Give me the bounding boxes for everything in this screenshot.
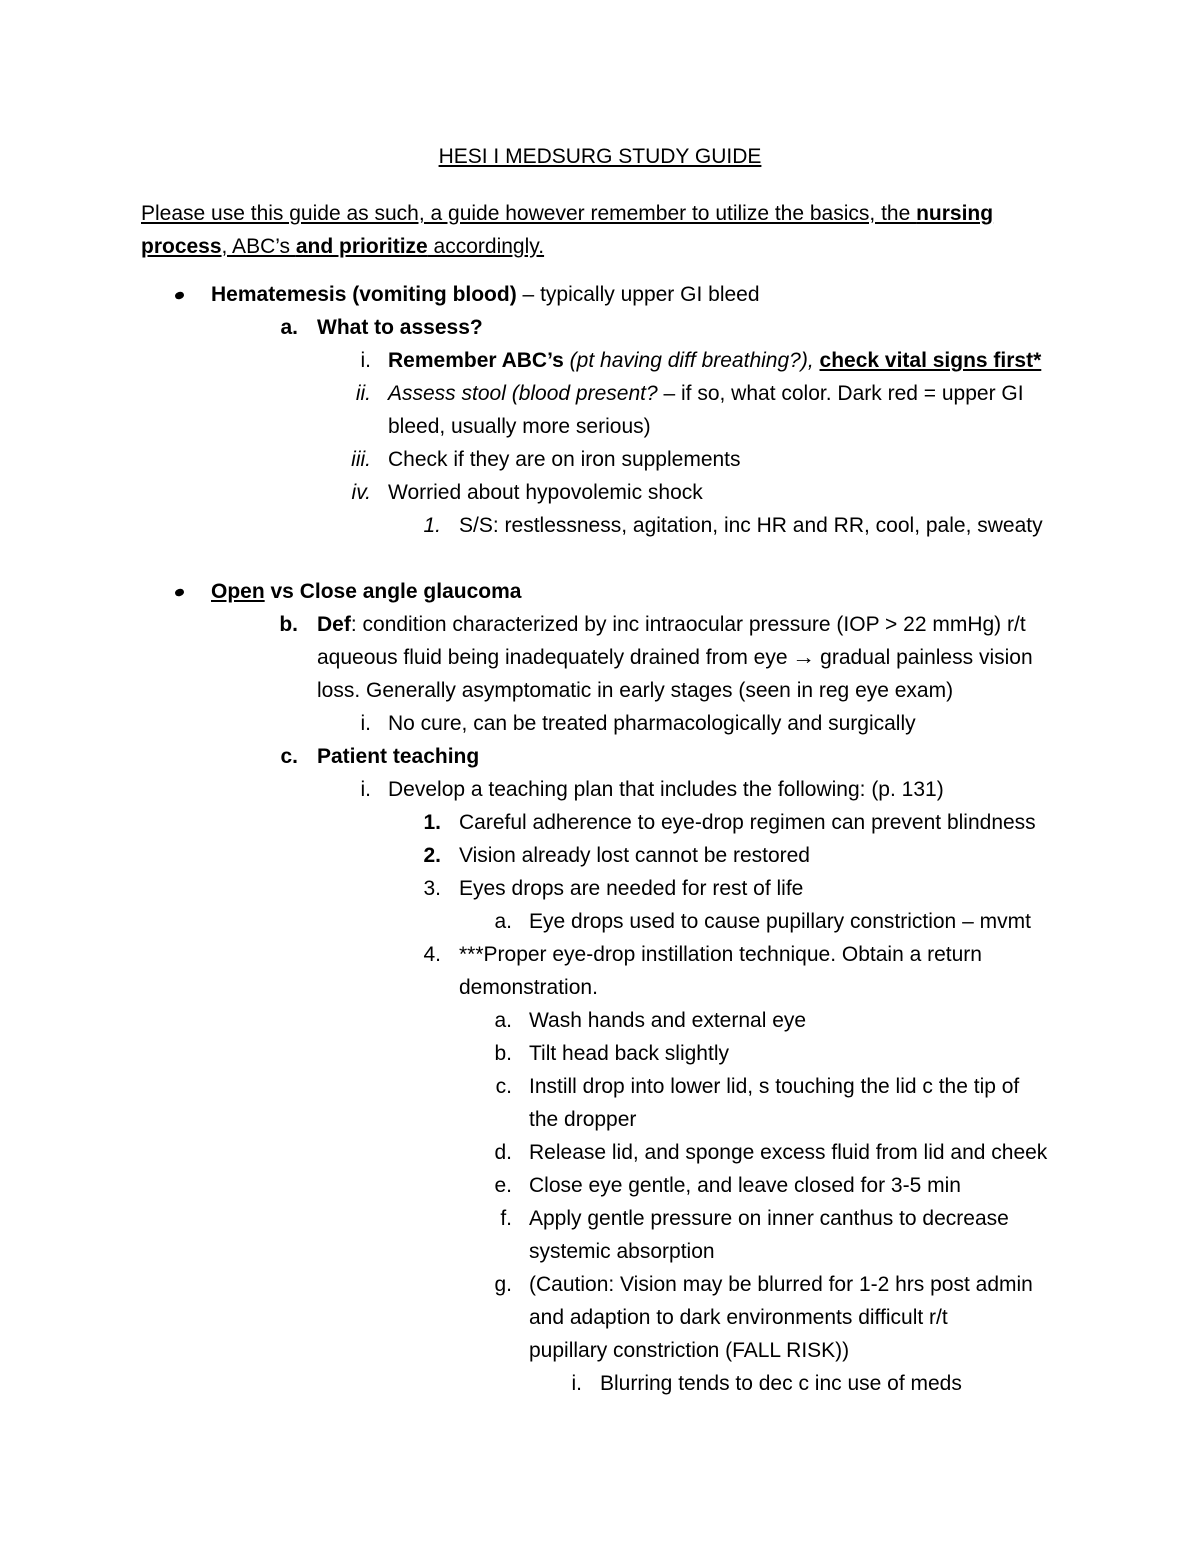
hematemesis-title: Hematemesis (vomiting blood) — [211, 283, 517, 306]
bullet-icon — [174, 588, 185, 598]
list-item-text: – if so, what color. Dark red = upper GI — [657, 382, 1024, 405]
hematemesis-subtitle: – typically upper GI bleed — [516, 283, 760, 306]
list-marker: f. — [500, 1207, 512, 1230]
list-item-text: loss. Generally asymptomatic in early stages (seen in reg eye exam) — [317, 679, 954, 702]
list-item-text: Blurring tends to dec c inc use of meds — [600, 1372, 962, 1395]
list-marker: i. — [360, 712, 371, 735]
list-marker: i. — [571, 1372, 582, 1395]
list-item-text: aqueous fluid being inadequately drained from eye — [317, 646, 794, 669]
list-item-text: bleed, usually more serious) — [388, 415, 651, 438]
list-item-text: Develop a teaching plan that includes the following: (p. 131) — [388, 778, 944, 801]
list-marker: iii. — [351, 448, 371, 471]
list-marker: e. — [494, 1174, 512, 1197]
intro-text-1: Please use this guide as such, a guide however remember to utilize the basics, the — [141, 202, 917, 225]
list-marker: 3. — [423, 877, 441, 900]
list-marker: g. — [494, 1273, 512, 1296]
list-marker: b. — [279, 613, 298, 636]
list-item-text: pupillary constriction (FALL RISK)) — [529, 1339, 850, 1362]
list-item-bold: Remember ABC’s — [388, 349, 564, 372]
list-item-text: Eyes drops are needed for rest of life — [459, 877, 804, 900]
list-marker: a. — [494, 910, 512, 933]
glaucoma-title-rest: vs Close angle glaucoma — [264, 580, 522, 603]
list-item-text: S/S: restlessness, agitation, inc HR and RR, cool, pale, sweaty — [459, 514, 1043, 537]
list-marker: iv. — [351, 481, 371, 504]
list-item-text: Release lid, and sponge excess fluid from lid and cheek — [529, 1141, 1048, 1164]
list-item-text: systemic absorption — [529, 1240, 715, 1263]
page-title: HESI I MEDSURG STUDY GUIDE — [438, 145, 762, 168]
list-item-text: demonstration. — [459, 976, 598, 999]
list-marker: 1. — [423, 811, 441, 834]
list-item-text: the dropper — [529, 1108, 637, 1131]
intro-text-2: , ABC’s — [221, 235, 296, 258]
list-marker: i. — [360, 349, 371, 372]
list-item-text: Worried about hypovolemic shock — [388, 481, 703, 504]
glaucoma-title-open: Open — [211, 580, 265, 603]
intro-bold-prioritize: and prioritize — [295, 235, 428, 258]
list-item-text: Apply gentle pressure on inner canthus to decrease — [529, 1207, 1009, 1230]
list-marker: 4. — [423, 943, 441, 966]
list-marker: 2. — [423, 844, 441, 867]
list-item-text: Tilt head back slightly — [529, 1042, 729, 1065]
intro-text-3: accordingly. — [427, 235, 545, 258]
list-item-text: No cure, can be treated pharmacologically and surgically — [388, 712, 916, 735]
list-marker: i. — [360, 778, 371, 801]
list-marker: a. — [280, 316, 298, 339]
list-item-text: (Caution: Vision may be blurred for 1-2 hrs post admin — [529, 1273, 1033, 1296]
list-item-text: Eye drops used to cause pupillary constriction – mvmt — [529, 910, 1031, 933]
list-item-underline: check vital signs first* — [819, 349, 1042, 372]
list-marker: ii. — [355, 382, 371, 405]
list-marker: c. — [495, 1075, 512, 1098]
list-item-text: Close eye gentle, and leave closed for 3-5 min — [529, 1174, 961, 1197]
list-item-text: Careful adherence to eye-drop regimen can prevent blindness — [459, 811, 1036, 834]
list-item-text: ***Proper eye-drop instillation technique. Obtain a return — [459, 943, 982, 966]
list-item-italic: Assess stool (blood present? — [388, 382, 658, 405]
list-item-text: Check if they are on iron supplements — [388, 448, 741, 471]
list-item-text: Vision already lost cannot be restored — [459, 844, 810, 867]
list-marker: c. — [280, 745, 298, 768]
right-arrow-icon: → — [792, 646, 816, 669]
list-item-text: : condition characterized by inc intraocular pressure (IOP > 22 mmHg) r/t — [350, 613, 1026, 636]
list-item-bold: Def — [317, 613, 351, 636]
list-item-text: and adaption to dark environments difficult r/t — [529, 1306, 948, 1329]
list-item-text: Wash hands and external eye — [529, 1009, 807, 1032]
intro-paragraph — [141, 197, 1021, 263]
intro-bold-nursing-process: nursing process — [141, 202, 994, 258]
list-marker: d. — [494, 1141, 512, 1164]
list-item-text: What to assess? — [317, 316, 483, 339]
list-item-text: Instill drop into lower lid, s touching the lid c the tip of — [529, 1075, 1020, 1098]
list-marker: 1. — [423, 514, 441, 537]
list-item-italic: (pt having diff breathing?), — [563, 349, 814, 372]
list-marker: b. — [494, 1042, 512, 1065]
list-item-text: Patient teaching — [317, 745, 480, 768]
bullet-icon — [174, 291, 185, 301]
list-marker: a. — [494, 1009, 512, 1032]
list-item-text: gradual painless vision — [814, 646, 1033, 669]
